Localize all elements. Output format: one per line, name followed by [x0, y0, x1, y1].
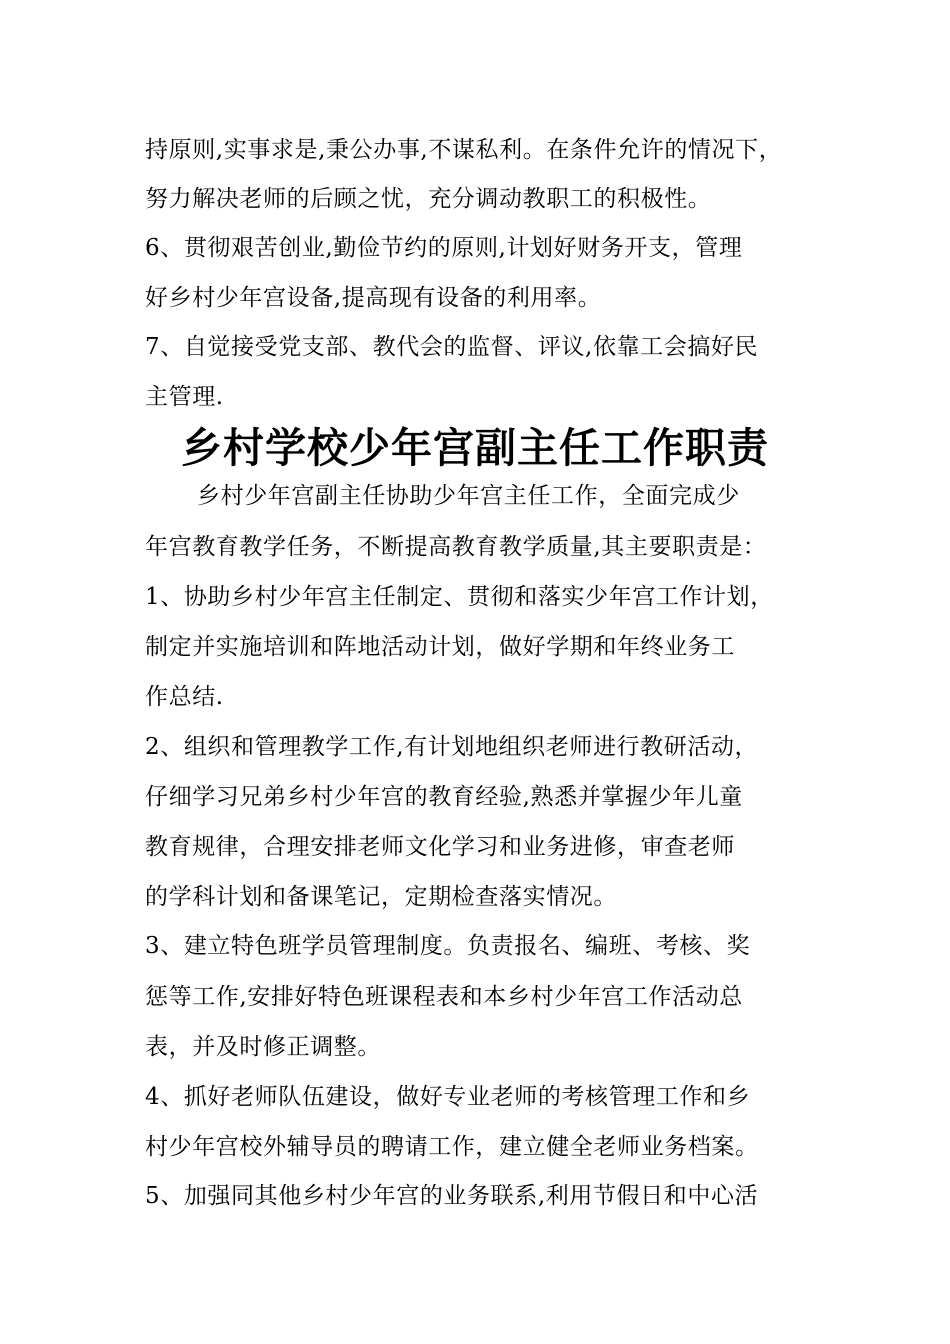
text-line: 的学科计划和备课笔记，定期检查落实情况。 — [145, 884, 617, 910]
text-line: 主管理. — [145, 384, 224, 410]
text-line: 仔细学习兄弟乡村少年宫的教育经验,熟悉并掌握少年儿童 — [145, 784, 743, 810]
text-line: 2、组织和管理教学工作,有计划地组织老师进行教研活动， — [145, 734, 759, 760]
text-line: 表，并及时修正调整。 — [145, 1034, 381, 1060]
text-line: 4、抓好老师队伍建设，做好专业老师的考核管理工作和乡 — [145, 1084, 751, 1110]
text-line: 6、贯彻艰苦创业,勤俭节约的原则,计划好财务开支，管理 — [145, 235, 743, 261]
text-line: 努力解决老师的后顾之忧，充分调动教职工的积极性。 — [145, 186, 712, 212]
text-line: 作总结. — [145, 684, 224, 710]
section-title: 乡村学校少年宫副主任工作职责 — [181, 424, 769, 472]
text-line: 制定并实施培训和阵地活动计划，做好学期和年终业务工 — [145, 634, 735, 660]
text-line: 5、加强同其他乡村少年宫的业务联系,利用节假日和中心活 — [145, 1183, 759, 1209]
text-line: 年宫教育教学任务，不断提高教育教学质量,其主要职责是： — [145, 534, 767, 560]
text-line: 3、建立特色班学员管理制度。负责报名、编班、考核、奖 — [145, 933, 751, 959]
text-line: 惩等工作,安排好特色班课程表和本乡村少年宫工作活动总 — [145, 984, 743, 1010]
text-line: 村少年宫校外辅导员的聘请工作，建立健全老师业务档案。 — [145, 1134, 759, 1160]
text-line: 好乡村少年宫设备,提高现有设备的利用率。 — [145, 285, 602, 311]
text-line: 乡村少年宫副主任协助少年宫主任工作，全面完成少 — [197, 483, 740, 509]
text-line: 持原则,实事求是,秉公办事,不谋私利。在条件允许的情况下， — [145, 137, 783, 163]
text-line: 1、协助乡村少年宫主任制定、贯彻和落实少年宫工作计划， — [145, 584, 774, 610]
text-line: 7、自觉接受党支部、教代会的监督、评议,依靠工会搞好民 — [145, 334, 759, 360]
text-line: 教育规律，合理安排老师文化学习和业务进修，审查老师 — [145, 834, 735, 860]
